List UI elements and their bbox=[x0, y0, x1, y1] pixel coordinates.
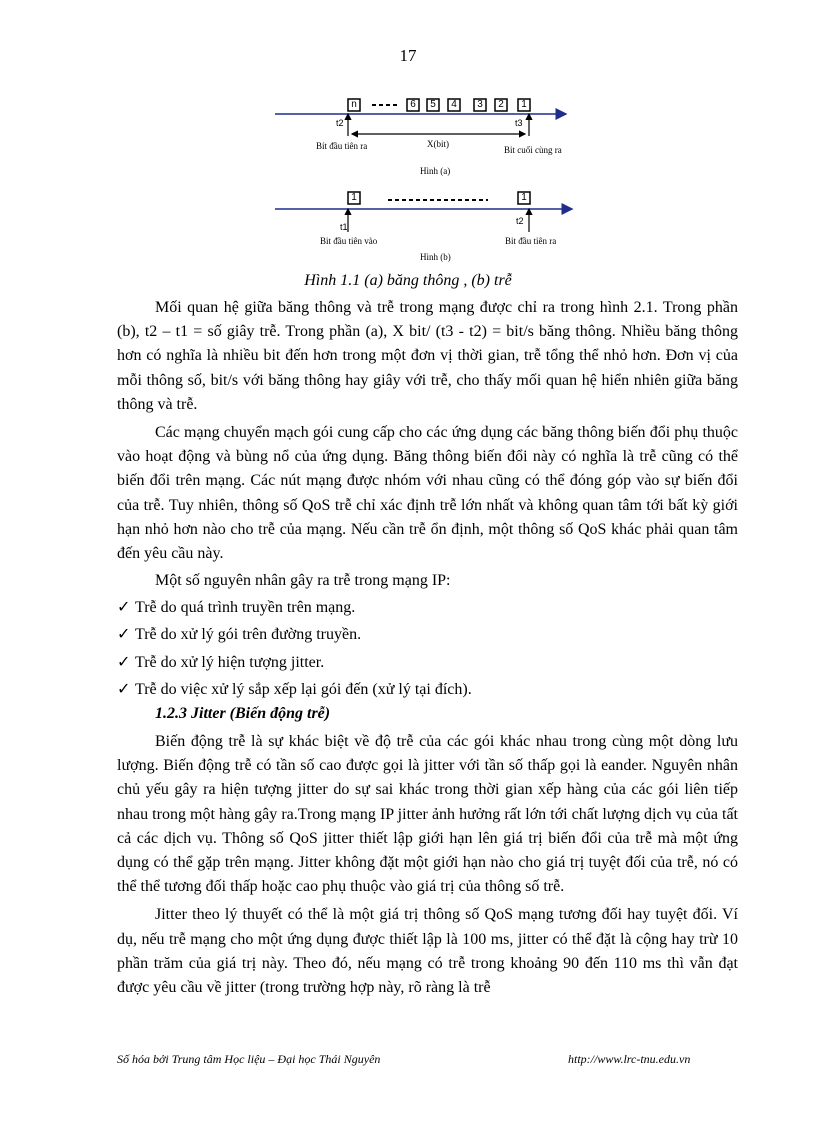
fig-b-right-label: Bit đầu tiên ra bbox=[505, 236, 557, 246]
fig-a-caption: Hình (a) bbox=[420, 166, 451, 176]
list-item-text: Trễ do quá trình truyền trên mạng. bbox=[135, 599, 356, 617]
check-icon: ✓ bbox=[117, 626, 131, 644]
list-item bbox=[117, 596, 738, 620]
fig-a-box-label-5: 5 bbox=[430, 99, 436, 110]
fig-a-box-label-4: 4 bbox=[451, 99, 457, 110]
list-item bbox=[117, 678, 738, 702]
list-item bbox=[117, 651, 738, 675]
intro-text bbox=[117, 296, 738, 566]
section-heading: 1.2.3 Jitter (Biến động trễ) bbox=[155, 705, 331, 722]
fig-a-box-label-n: n bbox=[351, 99, 357, 110]
check-icon: ✓ bbox=[117, 599, 131, 617]
fig-b-t-left: t1 bbox=[340, 222, 348, 232]
list-item-text: Trễ do việc xử lý sắp xếp lại gói đến (xử lý tại đích). bbox=[135, 680, 472, 698]
fig-a-t-left: t2 bbox=[336, 118, 344, 128]
paragraph: Mối quan hệ giữa băng thông và trễ trong mạng được chỉ ra trong hình 2.1. Trong phần (b), t2 – t1 = số giây trễ. Trong phần (a), X bit/ (t3 - t2) = bit/s băng thông. Nhiều băng thông hơn có nghĩa là nhiều bit đến hơn trong một đơn vị thời gian, trễ tổng thể nhỏ hơn. Đơn vị của mỗi thông số, bit/s với băng thông hay giây với trễ, cho thấy mối quan hệ hiển nhiên giữa băng thông và trễ. bbox=[117, 299, 738, 413]
bandwidth-delay-figure bbox=[0, 0, 816, 300]
jitter-text bbox=[117, 730, 738, 1000]
fig-b-box-label-left: 1 bbox=[351, 192, 357, 203]
check-icon: ✓ bbox=[117, 680, 131, 698]
fig-a-box-label-2: 2 bbox=[498, 99, 504, 110]
list-item-text: Trễ do xử lý hiện tượng jitter. bbox=[135, 653, 325, 671]
fig-a-left-label: Bít đầu tiên ra bbox=[316, 141, 368, 151]
list-item-text: Trễ do xử lý gói trên đường truyền. bbox=[135, 626, 362, 644]
fig-b-t-right: t2 bbox=[516, 216, 524, 226]
fig-b-caption: Hình (b) bbox=[420, 252, 451, 262]
figure-drawing bbox=[0, 0, 816, 300]
paragraph: Jitter theo lý thuyết có thể là một giá trị thông số QoS mạng tương đối hay tuyệt đối. Ví dụ, nếu trễ mạng cho một ứng dụng được thiết lập là 100 ms, jitter có thể đặt là cộng hay trừ 10 phần trăm của giá trị này. Theo đó, nếu mạng có trễ trong khoảng 90 đến 110 ms thì vẫn đạt được yêu cầu về jitter (trong trường hợp này, rõ ràng là trễ bbox=[117, 906, 738, 997]
footer-source: Số hóa bởi Trung tâm Học liệu – Đại học Thái Nguyên bbox=[117, 1052, 381, 1066]
figure-caption: Hình 1.1 (a) băng thông , (b) trễ bbox=[304, 272, 512, 289]
fig-a-box-label-3: 3 bbox=[477, 99, 483, 110]
fig-a-box-label-6: 6 bbox=[410, 99, 416, 110]
paragraph: Biến động trễ là sự khác biệt về độ trễ của các gói khác nhau trong cùng một dòng lưu lượng. Biến động trễ có tần số cao được gọi là jitter với tần số thấp gọi là eander. Nguyên nhân chủ yếu gây ra hiện tượng jitter do sự sai khác trong thời gian xếp hàng của các gói liên tiếp nhau trong một hàng gây ra.Trong mạng IP jitter ảnh hưởng rất lớn tới chất lượng dịch vụ của tất cả các dịch vụ. Thông số QoS jitter thiết lập giới hạn lên giá trị biến đổi của trễ mà một ứng dụng có thể gặp trên mạng. Jitter không đặt một giới hạn nào cho giá trị tuyệt đối của trễ, nó có thể thể tương đối thấp hoặc cao phụ thuộc vào giá trị của thông số trễ. bbox=[117, 733, 738, 896]
fig-a-right-label: Bit cuối cùng ra bbox=[504, 145, 562, 155]
fig-b-box-label-right: 1 bbox=[521, 192, 527, 203]
paragraph: Các mạng chuyển mạch gói cung cấp cho các ứng dụng các băng thông biến đổi phụ thuộc vào hoạt động và bùng nổ của ứng dụng. Băng thông biến đổi này có nghĩa là trễ cũng có thể biến đổi trên mạng. Các nút mạng được nhóm với nhau cũng có thể đóng góp vào sự biến đổi của trễ. Tuy nhiên, thông số QoS trễ chỉ xác định trễ lớn nhất và không quan tâm tới bất kỳ giới hạn nhỏ hơn nào cho trễ của mạng. Nếu cần trễ ổn định, một thông số QoS khác phải quan tâm đến yêu cầu này. bbox=[117, 424, 738, 563]
check-icon: ✓ bbox=[117, 653, 131, 671]
page-number: 17 bbox=[399, 46, 417, 65]
footer-url: http://www.lrc-tnu.edu.vn bbox=[568, 1052, 691, 1066]
fig-b-left-label: Bit đầu tiên vào bbox=[320, 236, 378, 246]
delay-causes-list bbox=[117, 569, 738, 702]
fig-a-span-label: X(bit) bbox=[427, 139, 449, 149]
list-intro: Một số nguyên nhân gây ra trễ trong mạng IP: bbox=[155, 572, 451, 589]
fig-a-t-right: t3 bbox=[515, 118, 523, 128]
fig-a-box-label-1: 1 bbox=[521, 99, 527, 110]
list-item bbox=[117, 623, 738, 647]
